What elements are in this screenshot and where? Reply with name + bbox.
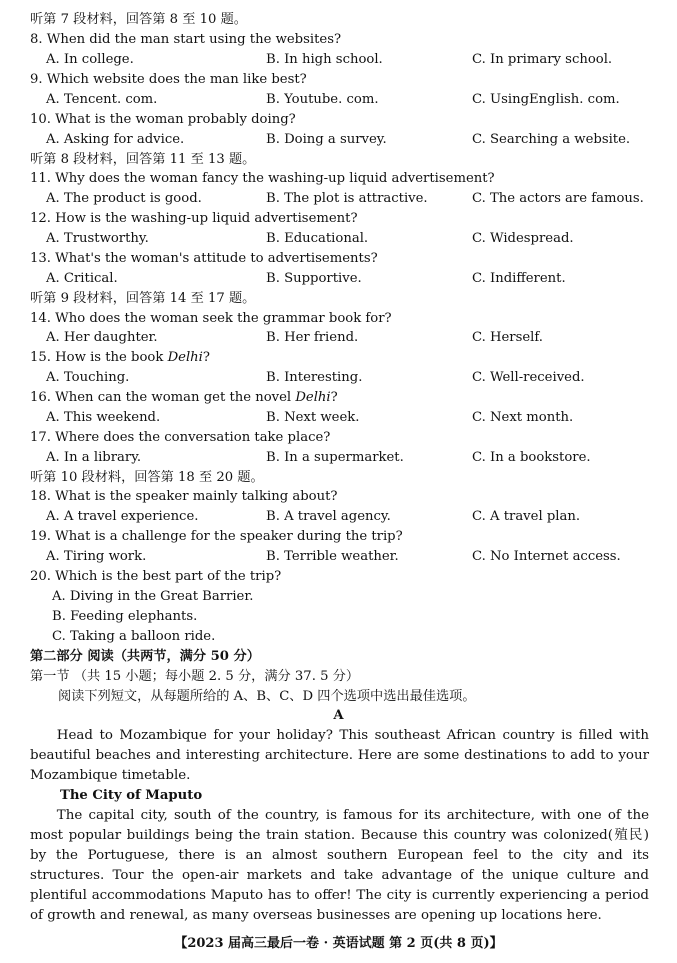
option-9b: B. Youtube. com. <box>266 92 379 107</box>
option-13a: A. Critical. <box>46 271 118 286</box>
question-19: 19. What is a challenge for the speaker during the trip? <box>30 529 403 544</box>
question-11: 11. Why does the woman fancy the washing-up liquid advertisement? <box>30 171 495 186</box>
option-11b: B. The plot is attractive. <box>266 191 428 206</box>
question-12: 12. How is the washing-up liquid advertisement? <box>30 211 358 226</box>
question-8: 8. When did the man start using the websites? <box>30 32 342 47</box>
section-one-title: 第一节 （共 15 小题；每小题 2. 5 分，满分 37. 5 分） <box>30 669 360 684</box>
option-8c: C. In primary school. <box>472 52 613 67</box>
book-title: Delhi <box>167 350 203 365</box>
option-20a: A. Diving in the Great Barrier. <box>52 589 254 604</box>
reading-instruction: 阅读下列短文，从每题所给的 A、B、C、D 四个选项中选出最佳选项。 <box>58 689 476 704</box>
passage-heading: The City of Maputo <box>60 788 203 803</box>
question-15: 15. How is the book Delhi? <box>30 350 210 365</box>
question-17: 17. Where does the conversation take place? <box>30 430 331 445</box>
option-9a: A. Tencent. com. <box>46 92 158 107</box>
book-title: Delhi <box>295 390 331 405</box>
option-19c: C. No Internet access. <box>472 549 621 564</box>
section-instruction-9: 听第 9 段材料，回答第 14 至 17 题。 <box>30 291 256 306</box>
option-18c: C. A travel plan. <box>472 509 581 524</box>
option-8a: A. In college. <box>46 52 134 67</box>
passage-intro: Head to Mozambique for your holiday? This southeast African country is filled with beautiful beaches and interesting architecture. Here are some destinations to add to your Mozambique timetable. <box>30 728 649 783</box>
option-15a: A. Touching. <box>46 370 130 385</box>
question-13: 13. What's the woman's attitude to advertisements? <box>30 251 378 266</box>
option-17b: B. In a supermarket. <box>266 450 404 465</box>
option-19b: B. Terrible weather. <box>266 549 399 564</box>
section-instruction-10: 听第 10 段材料，回答第 18 至 20 题。 <box>30 470 264 485</box>
passage-letter: A <box>333 708 344 723</box>
option-15c: C. Well-received. <box>472 370 585 385</box>
section-instruction-7: 听第 7 段材料，回答第 8 至 10 题。 <box>30 12 247 27</box>
section-instruction-8: 听第 8 段材料，回答第 11 至 13 题。 <box>30 152 256 167</box>
option-15b: B. Interesting. <box>266 370 363 385</box>
option-12c: C. Widespread. <box>472 231 574 246</box>
option-19a: A. Tiring work. <box>46 549 147 564</box>
option-14b: B. Her friend. <box>266 330 359 345</box>
option-12b: B. Educational. <box>266 231 369 246</box>
option-17a: A. In a library. <box>46 450 142 465</box>
question-16: 16. When can the woman get the novel Delhi? <box>30 390 338 405</box>
option-9c: C. UsingEnglish. com. <box>472 92 620 107</box>
option-17c: C. In a bookstore. <box>472 450 591 465</box>
option-16c: C. Next month. <box>472 410 574 425</box>
option-14c: C. Herself. <box>472 330 544 345</box>
option-18a: A. A travel experience. <box>46 509 199 524</box>
option-16b: B. Next week. <box>266 410 360 425</box>
option-10b: B. Doing a survey. <box>266 132 387 147</box>
option-20c: C. Taking a balloon ride. <box>52 629 216 644</box>
option-13c: C. Indifferent. <box>472 271 566 286</box>
option-10a: A. Asking for advice. <box>46 132 185 147</box>
option-14a: A. Her daughter. <box>46 330 158 345</box>
option-8b: B. In high school. <box>266 52 383 67</box>
page-footer: 【2023 届高三最后一卷 · 英语试题 第 2 页(共 8 页)】 <box>174 936 503 951</box>
option-20b: B. Feeding elephants. <box>52 609 198 624</box>
question-14: 14. Who does the woman seek the grammar book for? <box>30 311 392 326</box>
option-13b: B. Supportive. <box>266 271 362 286</box>
question-20: 20. Which is the best part of the trip? <box>30 569 282 584</box>
question-18: 18. What is the speaker mainly talking about? <box>30 489 338 504</box>
option-11c: C. The actors are famous. <box>472 191 644 206</box>
option-10c: C. Searching a website. <box>472 132 631 147</box>
question-10: 10. What is the woman probably doing? <box>30 112 296 127</box>
option-18b: B. A travel agency. <box>266 509 391 524</box>
passage-body: The capital city, south of the country, is famous for its architecture, with one of the most popular buildings being the train station. Because this country was colonized(殖民) by the Portuguese, there is an almost southern European feel to the city and its structures. Tour the open-air markets and take advantage of the unique culture and plentiful accommodations Maputo has to offer! The city is currently experiencing a period of growth and renewal, as many overseas businesses are opening up locations here. <box>30 808 649 923</box>
option-11a: A. The product is good. <box>46 191 202 206</box>
part-two-title: 第二部分 阅读（共两节，满分 50 分） <box>30 649 260 664</box>
option-16a: A. This weekend. <box>46 410 161 425</box>
question-9: 9. Which website does the man like best? <box>30 72 307 87</box>
option-12a: A. Trustworthy. <box>46 231 149 246</box>
